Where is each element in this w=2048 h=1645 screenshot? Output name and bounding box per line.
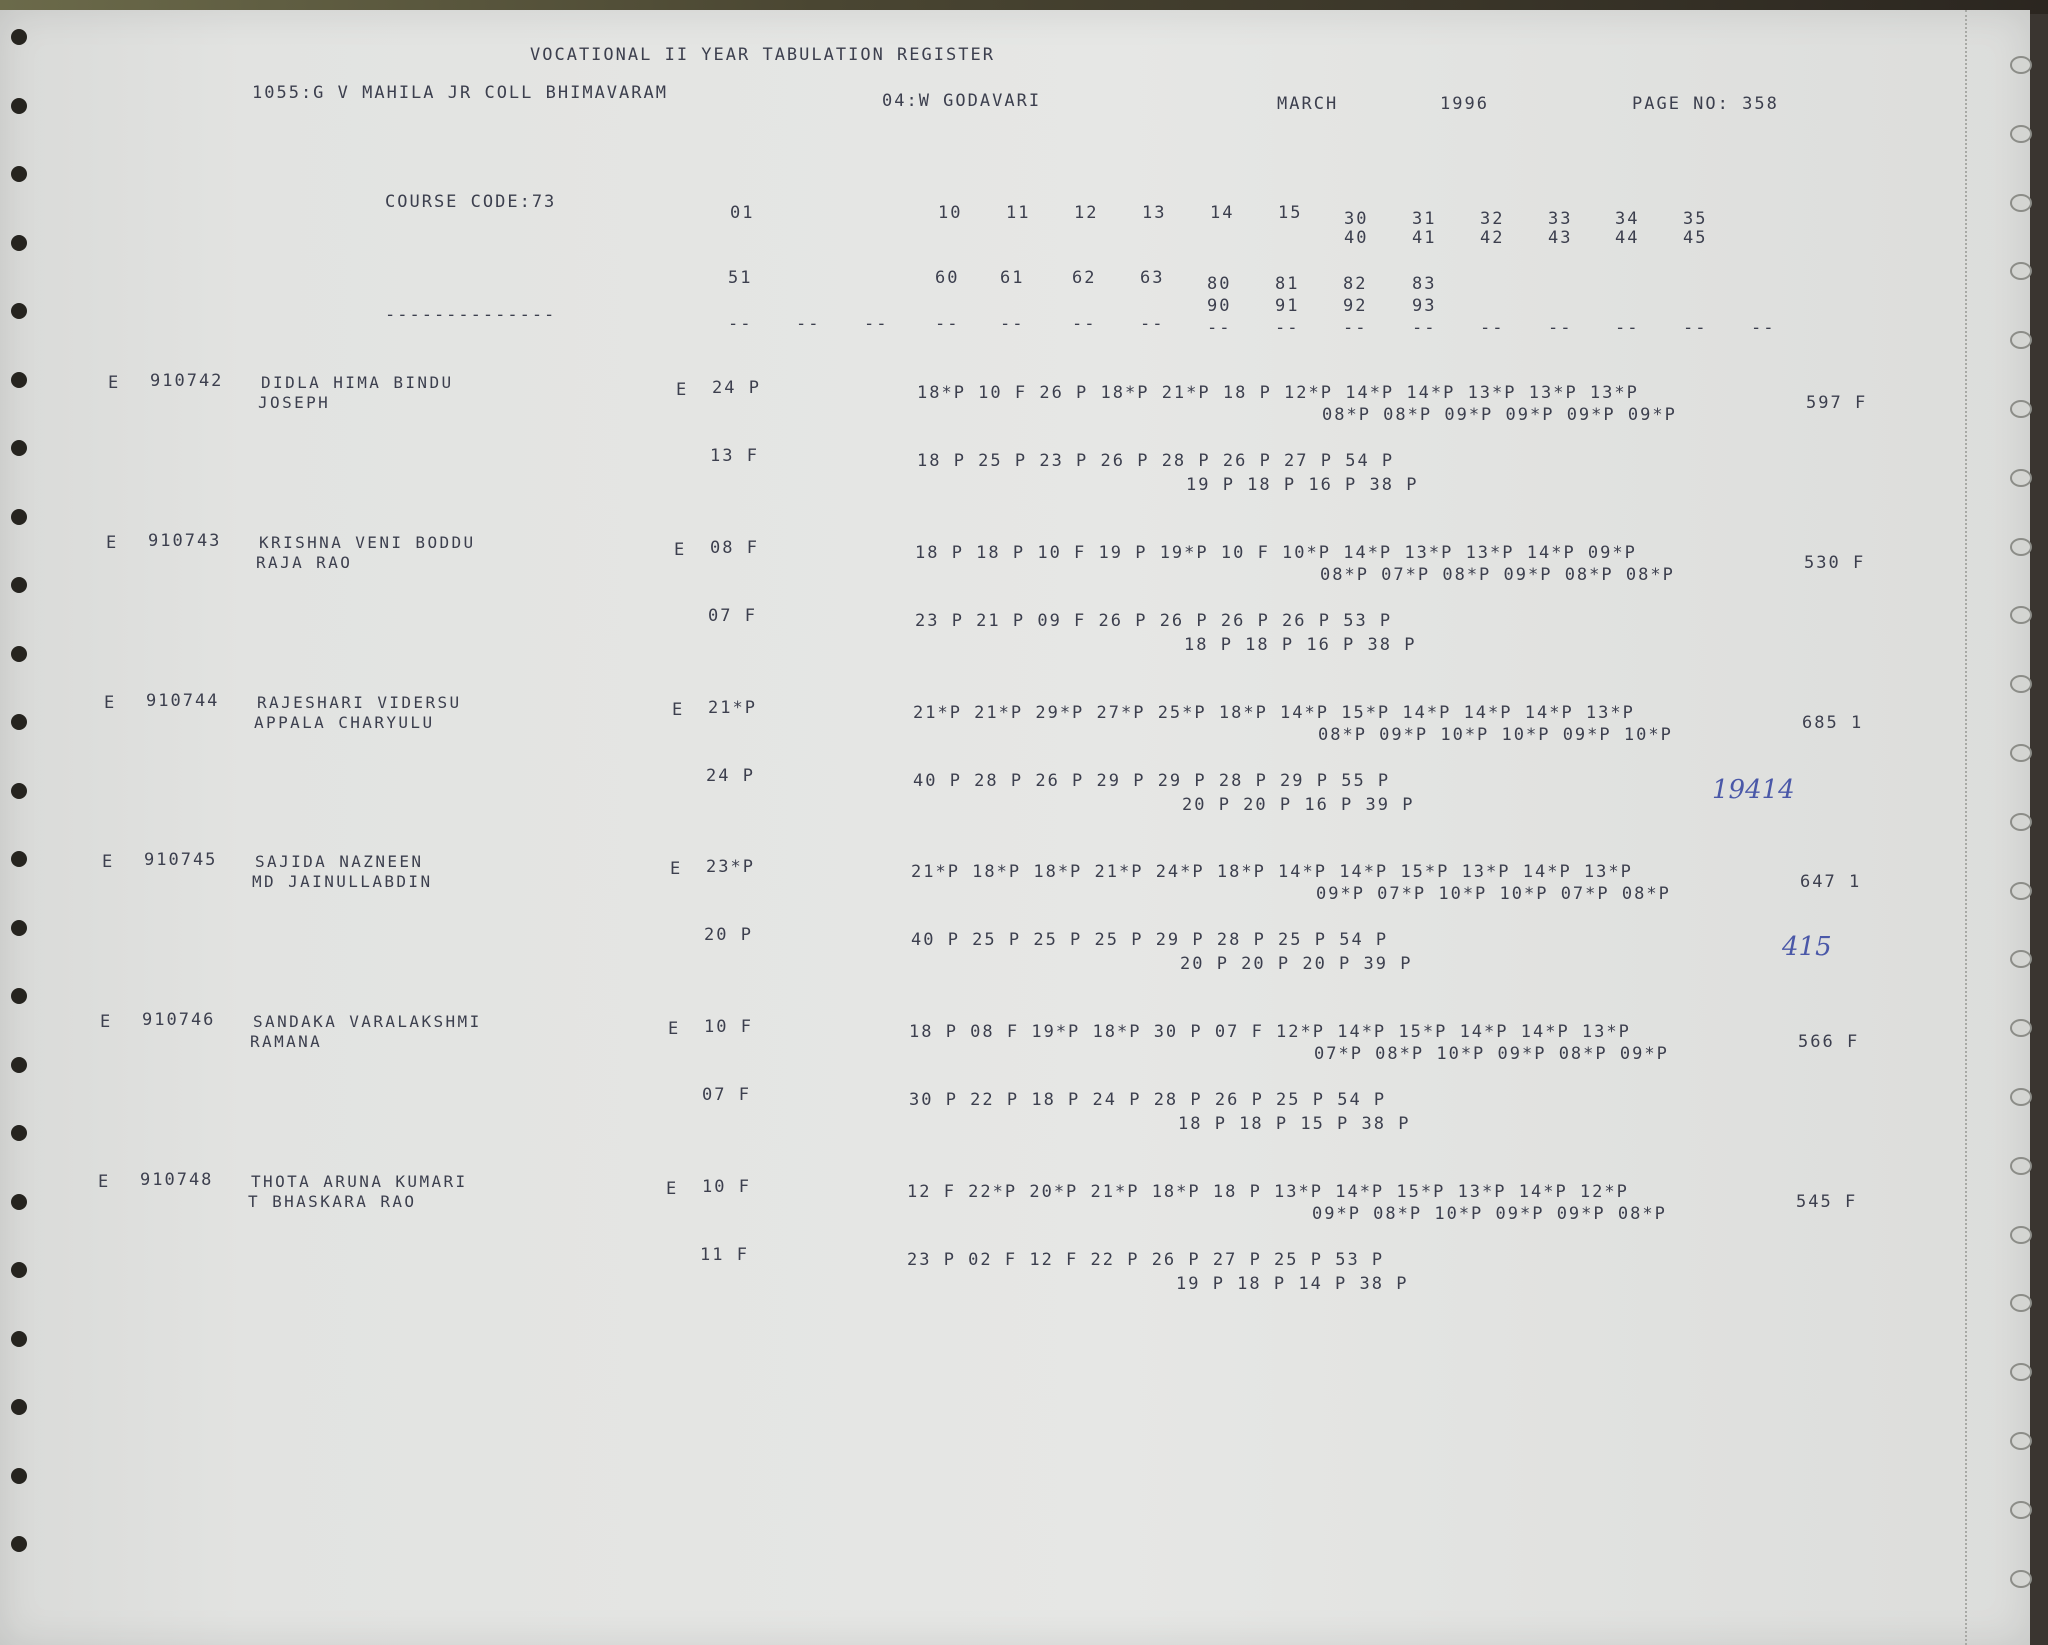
marks-line: 19 P 18 P 14 P 38 P xyxy=(1176,1274,1409,1294)
marks-line: 40 P 28 P 26 P 29 P 29 P 28 P 29 P 55 P xyxy=(913,771,1391,791)
subject-code: 83 xyxy=(1412,274,1437,294)
subject-code: 93 xyxy=(1412,296,1437,316)
medium-code: E xyxy=(102,852,115,872)
feed-hole xyxy=(2010,882,2032,900)
feed-hole xyxy=(11,509,27,525)
marks-line: 18 P 18 P 10 F 19 P 19*P 10 F 10*P 14*P 13*P 13*P 14*P 09*P xyxy=(915,543,1637,563)
subject-code: 40 xyxy=(1344,228,1369,248)
parent-name: RAJA RAO xyxy=(256,553,353,572)
feed-hole xyxy=(11,1399,27,1415)
marks-line: 09*P 08*P 10*P 09*P 09*P 08*P xyxy=(1312,1204,1667,1224)
student-name: SAJIDA NAZNEEN xyxy=(255,852,424,871)
subject-code: 45 xyxy=(1683,228,1708,248)
marks-line: 18*P 10 F 26 P 18*P 21*P 18 P 12*P 14*P 14*P 13*P 13*P 13*P xyxy=(917,383,1639,403)
district-name: 04:W GODAVARI xyxy=(882,91,1042,111)
second-year-mark: 20 P xyxy=(704,925,753,945)
medium-flag: E xyxy=(676,380,689,400)
feed-hole xyxy=(11,1057,27,1073)
subject-code: 11 xyxy=(1006,203,1031,223)
course-rule: -------------- xyxy=(385,305,557,325)
subject-code: 34 xyxy=(1615,209,1640,229)
parent-name: T BHASKARA RAO xyxy=(248,1192,417,1211)
second-year-mark: 11 F xyxy=(700,1245,749,1265)
feed-hole xyxy=(2010,194,2032,212)
medium-flag: E xyxy=(670,859,683,879)
subject-code: 60 xyxy=(935,268,960,288)
exam-year: 1996 xyxy=(1440,94,1489,114)
feed-hole xyxy=(11,1125,27,1141)
marks-line: 21*P 18*P 18*P 21*P 24*P 18*P 14*P 14*P 15*P 13*P 14*P 13*P xyxy=(911,862,1633,882)
feed-hole xyxy=(11,783,27,799)
column-separator: -- xyxy=(1000,314,1025,334)
second-year-mark: 07 F xyxy=(708,606,757,626)
feed-hole xyxy=(11,235,27,251)
feed-hole xyxy=(2010,538,2032,556)
feed-hole xyxy=(11,29,27,45)
medium-flag: E xyxy=(672,700,685,720)
feed-hole xyxy=(11,166,27,182)
marks-line: 18 P 18 P 16 P 38 P xyxy=(1184,635,1417,655)
feed-hole xyxy=(2010,400,2032,418)
feed-hole xyxy=(11,98,27,114)
marks-line: 12 F 22*P 20*P 21*P 18*P 18 P 13*P 14*P 15*P 13*P 14*P 12*P xyxy=(907,1182,1629,1202)
second-year-mark: 24 P xyxy=(706,766,755,786)
first-year-mark: 08 F xyxy=(710,538,759,558)
subject-code: 13 xyxy=(1142,203,1167,223)
feed-hole xyxy=(11,988,27,1004)
total-result: 530 F xyxy=(1804,553,1866,573)
total-result: 566 F xyxy=(1798,1032,1860,1052)
feed-hole xyxy=(11,303,27,319)
subject-code: 30 xyxy=(1344,209,1369,229)
course-code: COURSE CODE:73 xyxy=(385,192,557,212)
column-separator: -- xyxy=(1751,318,1776,338)
total-result: 685 1 xyxy=(1802,713,1864,733)
column-separator: -- xyxy=(796,314,821,334)
roll-number: 910748 xyxy=(140,1170,214,1190)
second-year-mark: 13 F xyxy=(710,446,759,466)
subject-code: 31 xyxy=(1412,209,1437,229)
student-name: THOTA ARUNA KUMARI xyxy=(251,1172,468,1191)
feed-hole xyxy=(11,920,27,936)
feed-hole xyxy=(11,1536,27,1552)
feed-hole xyxy=(2010,1432,2032,1450)
column-separator: -- xyxy=(1275,318,1300,338)
subject-code: 15 xyxy=(1278,203,1303,223)
marks-line: 23 P 21 P 09 F 26 P 26 P 26 P 26 P 53 P xyxy=(915,611,1393,631)
feed-hole xyxy=(2010,1088,2032,1106)
feed-hole xyxy=(11,646,27,662)
marks-line: 19 P 18 P 16 P 38 P xyxy=(1186,475,1419,495)
marks-line: 07*P 08*P 10*P 09*P 08*P 09*P xyxy=(1314,1044,1669,1064)
feed-hole xyxy=(11,440,27,456)
feed-hole xyxy=(11,372,27,388)
marks-line: 40 P 25 P 25 P 25 P 29 P 28 P 25 P 54 P xyxy=(911,930,1389,950)
feed-hole xyxy=(2010,1157,2032,1175)
second-year-mark: 07 F xyxy=(702,1085,751,1105)
feed-hole xyxy=(11,1194,27,1210)
parent-name: APPALA CHARYULU xyxy=(254,713,435,732)
subject-code: 14 xyxy=(1210,203,1235,223)
subject-code: 32 xyxy=(1480,209,1505,229)
marks-line: 20 P 20 P 16 P 39 P xyxy=(1182,795,1415,815)
first-year-mark: 10 F xyxy=(704,1017,753,1037)
feed-hole xyxy=(2010,1501,2032,1519)
feed-hole xyxy=(11,577,27,593)
column-separator: -- xyxy=(1072,314,1097,334)
marks-line: 09*P 07*P 10*P 10*P 07*P 08*P xyxy=(1316,884,1671,904)
handwritten-note: 19414 xyxy=(1712,775,1795,805)
column-separator: -- xyxy=(935,314,960,334)
perforation-line xyxy=(1965,10,1967,1645)
subject-code: 81 xyxy=(1275,274,1300,294)
subject-code: 41 xyxy=(1412,228,1437,248)
medium-code: E xyxy=(98,1172,111,1192)
handwritten-note: 415 xyxy=(1782,932,1832,962)
feed-hole xyxy=(2010,813,2032,831)
marks-line: 20 P 20 P 20 P 39 P xyxy=(1180,954,1413,974)
exam-month: MARCH xyxy=(1277,94,1339,114)
first-year-mark: 21*P xyxy=(708,698,757,718)
first-year-mark: 10 F xyxy=(702,1177,751,1197)
column-separator: -- xyxy=(1412,318,1437,338)
feed-hole xyxy=(2010,125,2032,143)
roll-number: 910746 xyxy=(142,1010,216,1030)
roll-number: 910743 xyxy=(148,531,222,551)
medium-code: E xyxy=(100,1012,113,1032)
marks-line: 08*P 08*P 09*P 09*P 09*P 09*P xyxy=(1322,405,1677,425)
column-separator: -- xyxy=(1343,318,1368,338)
column-separator: -- xyxy=(1480,318,1505,338)
column-separator: -- xyxy=(1548,318,1573,338)
parent-name: MD JAINULLABDIN xyxy=(252,872,433,891)
marks-line: 18 P 08 F 19*P 18*P 30 P 07 F 12*P 14*P 15*P 14*P 14*P 13*P xyxy=(909,1022,1631,1042)
feed-hole xyxy=(2010,469,2032,487)
feed-hole xyxy=(2010,744,2032,762)
subject-code: 80 xyxy=(1207,274,1232,294)
total-result: 545 F xyxy=(1796,1192,1858,1212)
column-separator: -- xyxy=(1615,318,1640,338)
subject-code: 62 xyxy=(1072,268,1097,288)
medium-code: E xyxy=(106,533,119,553)
subject-code: 01 xyxy=(730,203,755,223)
total-result: 597 F xyxy=(1806,393,1868,413)
subject-code: 61 xyxy=(1000,268,1025,288)
student-name: DIDLA HIMA BINDU xyxy=(261,373,454,392)
subject-code: 35 xyxy=(1683,209,1708,229)
feed-hole xyxy=(11,1331,27,1347)
medium-flag: E xyxy=(668,1019,681,1039)
marks-line: 21*P 21*P 29*P 27*P 25*P 18*P 14*P 15*P 14*P 14*P 14*P 13*P xyxy=(913,703,1635,723)
subject-code: 12 xyxy=(1074,203,1099,223)
total-result: 647 1 xyxy=(1800,872,1862,892)
feed-hole xyxy=(2010,1226,2032,1244)
subject-code: 63 xyxy=(1140,268,1165,288)
page-number: PAGE NO: 358 xyxy=(1632,94,1779,114)
feed-hole xyxy=(2010,56,2032,74)
register-sheet xyxy=(0,10,2030,1645)
register-title: VOCATIONAL II YEAR TABULATION REGISTER xyxy=(530,45,995,65)
medium-flag: E xyxy=(666,1179,679,1199)
student-name: KRISHNA VENI BODDU xyxy=(259,533,476,552)
subject-code: 33 xyxy=(1548,209,1573,229)
parent-name: JOSEPH xyxy=(258,393,331,412)
subject-code: 43 xyxy=(1548,228,1573,248)
subject-code: 10 xyxy=(938,203,963,223)
college-name: 1055:G V MAHILA JR COLL BHIMAVARAM xyxy=(252,83,668,103)
roll-number: 910744 xyxy=(146,691,220,711)
parent-name: RAMANA xyxy=(250,1032,323,1051)
marks-line: 30 P 22 P 18 P 24 P 28 P 26 P 25 P 54 P xyxy=(909,1090,1387,1110)
subject-code: 90 xyxy=(1207,296,1232,316)
feed-hole xyxy=(11,1262,27,1278)
first-year-mark: 23*P xyxy=(706,857,755,877)
subject-code: 82 xyxy=(1343,274,1368,294)
column-separator: -- xyxy=(728,314,753,334)
student-name: SANDAKA VARALAKSHMI xyxy=(253,1012,482,1031)
subject-code: 51 xyxy=(728,268,753,288)
feed-hole xyxy=(11,714,27,730)
medium-code: E xyxy=(104,693,117,713)
feed-hole xyxy=(11,1468,27,1484)
marks-line: 23 P 02 F 12 F 22 P 26 P 27 P 25 P 53 P xyxy=(907,1250,1385,1270)
marks-line: 08*P 07*P 08*P 09*P 08*P 08*P xyxy=(1320,565,1675,585)
subject-code: 44 xyxy=(1615,228,1640,248)
marks-line: 18 P 25 P 23 P 26 P 28 P 26 P 27 P 54 P xyxy=(917,451,1395,471)
first-year-mark: 24 P xyxy=(712,378,761,398)
roll-number: 910742 xyxy=(150,371,224,391)
column-separator: -- xyxy=(1207,318,1232,338)
medium-flag: E xyxy=(674,540,687,560)
subject-code: 42 xyxy=(1480,228,1505,248)
student-name: RAJESHARI VIDERSU xyxy=(257,693,462,712)
feed-hole xyxy=(11,851,27,867)
column-separator: -- xyxy=(1140,314,1165,334)
roll-number: 910745 xyxy=(144,850,218,870)
subject-code: 92 xyxy=(1343,296,1368,316)
marks-line: 18 P 18 P 15 P 38 P xyxy=(1178,1114,1411,1134)
marks-line: 08*P 09*P 10*P 10*P 09*P 10*P xyxy=(1318,725,1673,745)
subject-code: 91 xyxy=(1275,296,1300,316)
feed-hole xyxy=(2010,1570,2032,1588)
column-separator: -- xyxy=(1683,318,1708,338)
medium-code: E xyxy=(108,373,121,393)
column-separator: -- xyxy=(864,314,889,334)
